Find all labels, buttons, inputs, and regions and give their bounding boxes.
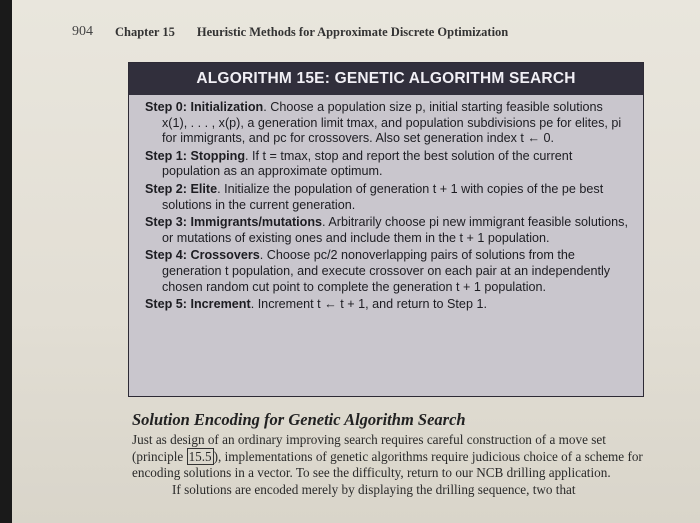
step-text: If t = tmax, stop and report the best solution of the current population as an approximate optimum. — [162, 148, 573, 179]
paragraph — [132, 432, 652, 482]
step-1: Step 1: Stopping. If t = tmax, stop and report the best solution of the current population as an approximate optimum. — [145, 148, 573, 179]
section-body — [132, 432, 652, 498]
step-label: Step 4: Crossovers — [145, 248, 260, 263]
step-text: Increment t ← t + 1, and return to Step 1. — [257, 297, 487, 312]
algorithm-box — [128, 62, 644, 397]
step-text: Choose pc/2 nonoverlapping pairs of solutions from the generation t population, and execute crossover on each pair at an independently chosen random cut point to complete the generation t + 1 population. — [162, 248, 611, 294]
step-label: Step 2: Elite — [145, 181, 218, 196]
paragraph-text: ), implementations of genetic algorithms require judicious choice of a scheme for encoding solutions in a vector. To see the difficulty, return to our NCB drilling application. — [132, 448, 643, 480]
principle-reference: 15.5 — [188, 448, 212, 464]
step-3: Step 3: Immigrants/mutations. Arbitrarily choose pi new immigrant feasible solutions, or mutations of existing ones and include them in the t + 1 population. — [145, 215, 628, 245]
step-2: Step 2: Elite. Initialize the population of generation t + 1 with copies of the pe best solutions in the current generation. — [145, 181, 604, 212]
paragraph: If solutions are encoded merely by displaying the drilling sequence, two that — [172, 481, 576, 497]
step-0: Step 0: Initialization. Choose a population size p, initial starting feasible solutions x(1), . . . , x(p), a generation limit tmax, and population subdivisions pe for elites, pi for immigrants, and pc for crossovers. Also set generation index t ← 0. — [145, 100, 622, 146]
page-number: 904 — [72, 24, 93, 39]
algorithm-steps — [129, 95, 643, 313]
step-4: Step 4: Crossovers. Choose pc/2 nonoverlapping pairs of solutions from the generation t population, and execute crossover on each pair at an independently chosen random cut point to complete the generation t + 1 population. — [145, 248, 611, 294]
book-page — [12, 0, 700, 523]
step-5: Step 5: Increment. Increment t ← t + 1, and return to Step 1. — [145, 297, 487, 312]
step-text: Choose a population size p, initial starting feasible solutions x(1), . . . , x(p), a generation limit tmax, and population subdivisions pe for elites, pi for immigrants, and pc for crossovers. Also set generation index t ← 0. — [162, 100, 622, 146]
step-text: Initialize the population of generation t + 1 with copies of the pe best solutions in the current generation. — [162, 181, 604, 212]
step-text: Arbitrarily choose pi new immigrant feasible solutions, or mutations of existing ones and include them in the t + 1 population. — [162, 215, 628, 245]
running-head — [72, 22, 508, 42]
chapter-label: Chapter 15 — [115, 24, 175, 39]
step-label: Step 1: Stopping — [145, 148, 246, 163]
algorithm-title: ALGORITHM 15E: GENETIC ALGORITHM SEARCH — [129, 63, 643, 95]
paragraph-text: Just as design of an ordinary improving search requires careful construction of a move set (principle — [132, 432, 606, 464]
section-heading: Solution Encoding for Genetic Algorithm Search — [132, 410, 466, 429]
chapter-title: Heuristic Methods for Approximate Discrete Optimization — [196, 24, 509, 39]
step-label: Step 0: Initialization — [145, 100, 264, 114]
step-label: Step 5: Increment — [145, 297, 251, 312]
step-label: Step 3: Immigrants/mutations — [145, 215, 323, 230]
